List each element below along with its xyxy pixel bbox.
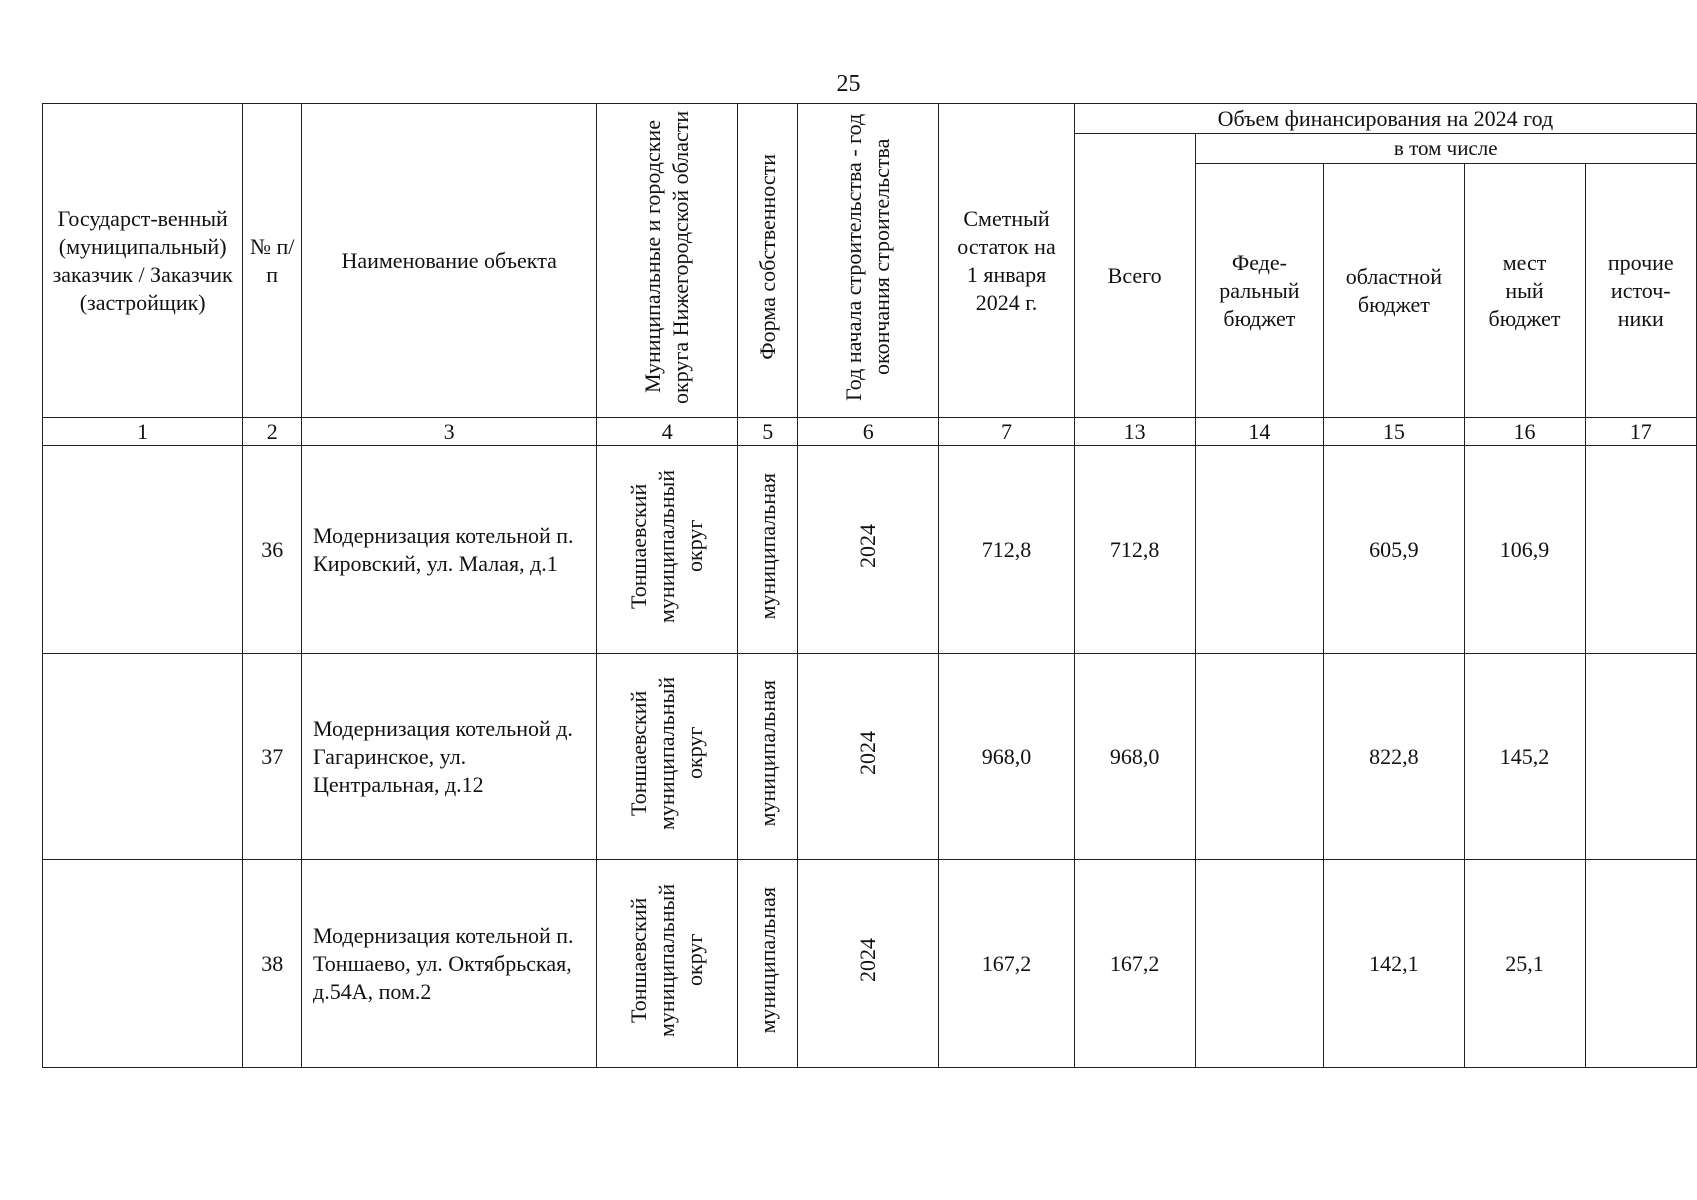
table-row (43, 654, 1697, 860)
cell-customer (43, 446, 243, 654)
cell-local: 145,2 (1464, 654, 1585, 860)
object-name-text: Модернизация котельной п. Кировский, ул. Малая, д.1 (313, 522, 574, 576)
financing-table (42, 103, 1697, 1068)
cell-years (798, 446, 939, 654)
cell-ownership (738, 654, 798, 860)
cell-other (1585, 860, 1696, 1068)
page-number: 25 (836, 71, 861, 97)
header-municipality: Муниципальные и городские округа Нижегородской области (640, 110, 694, 404)
column-number: 4 (597, 418, 738, 446)
header-ownership: Форма собственности (754, 154, 780, 360)
cell-local: 25,1 (1464, 860, 1585, 1068)
cell-total: 968,0 (1074, 654, 1195, 860)
cell-regional: 822,8 (1324, 654, 1464, 860)
cell-estimated-balance: 712,8 (939, 446, 1074, 654)
cell-object-name (302, 860, 597, 1068)
cell-municipality (597, 654, 738, 860)
cell-municipality (597, 860, 738, 1068)
years-text: 2024 (855, 938, 881, 982)
ownership-text: муниципальная (754, 886, 780, 1034)
header-estimated-balance: Сметный остаток на 1 января 2024 г. (939, 104, 1074, 418)
cell-estimated-balance: 167,2 (939, 860, 1074, 1068)
cell-object-name (302, 446, 597, 654)
table-row (43, 446, 1697, 654)
column-number: 5 (738, 418, 798, 446)
cell-ownership (738, 860, 798, 1068)
cell-ownership (738, 446, 798, 654)
header-ownership-cell (738, 104, 798, 418)
cell-federal (1195, 860, 1324, 1068)
cell-other (1585, 446, 1696, 654)
column-number: 2 (243, 418, 302, 446)
cell-estimated-balance: 968,0 (939, 654, 1074, 860)
cell-total: 167,2 (1074, 860, 1195, 1068)
header-regional: областной бюджет (1324, 164, 1464, 418)
header-number: № п/п (243, 104, 302, 418)
municipality-text: Тоншаевский муниципальный округ (626, 469, 708, 623)
header-years-cell (798, 104, 939, 418)
header-federal: Феде-ральный бюджет (1195, 164, 1324, 418)
cell-customer (43, 654, 243, 860)
header-total: Всего (1074, 134, 1195, 418)
column-number: 3 (302, 418, 597, 446)
column-number: 14 (1195, 418, 1324, 446)
cell-number: 37 (243, 654, 302, 860)
cell-years (798, 654, 939, 860)
ownership-text: муниципальная (754, 679, 780, 827)
cell-federal (1195, 446, 1324, 654)
cell-regional: 142,1 (1324, 860, 1464, 1068)
cell-federal (1195, 654, 1324, 860)
column-number: 13 (1074, 418, 1195, 446)
header-financing-volume: Объем финансирования на 2024 год (1074, 104, 1696, 134)
column-number: 17 (1585, 418, 1696, 446)
cell-local: 106,9 (1464, 446, 1585, 654)
cell-number: 38 (243, 860, 302, 1068)
municipality-text: Тоншаевский муниципальный округ (626, 676, 708, 830)
header-object-name: Наименование объекта (302, 104, 597, 418)
table-row (43, 860, 1697, 1068)
column-number: 15 (1324, 418, 1464, 446)
column-number: 1 (43, 418, 243, 446)
header-customer: Государст-венный (муниципальный) заказчик / Заказчик (застройщик) (43, 104, 243, 418)
years-text: 2024 (855, 524, 881, 568)
cell-total: 712,8 (1074, 446, 1195, 654)
cell-customer (43, 860, 243, 1068)
header-including: в том числе (1195, 134, 1697, 164)
ownership-text: муниципальная (754, 472, 780, 620)
column-number: 6 (798, 418, 939, 446)
years-text: 2024 (855, 731, 881, 775)
municipality-text: Тоншаевский муниципальный округ (626, 883, 708, 1037)
header-years: Год начала строительства - год окончания строительства (841, 113, 895, 401)
cell-regional: 605,9 (1324, 446, 1464, 654)
header-other: прочие источ-ники (1585, 164, 1696, 418)
cell-other (1585, 654, 1696, 860)
object-name-text: Модернизация котельной п. Тоншаево, ул. Октябрьская, д.54А, пом.2 (313, 922, 574, 1004)
object-name-text: Модернизация котельной д. Гагаринское, ул. Центральная, д.12 (313, 715, 573, 797)
header-municipality-cell (597, 104, 738, 418)
header-local: мест ный бюджет (1464, 164, 1585, 418)
cell-municipality (597, 446, 738, 654)
cell-number: 36 (243, 446, 302, 654)
cell-years (798, 860, 939, 1068)
column-number: 7 (939, 418, 1074, 446)
cell-object-name (302, 654, 597, 860)
column-number: 16 (1464, 418, 1585, 446)
